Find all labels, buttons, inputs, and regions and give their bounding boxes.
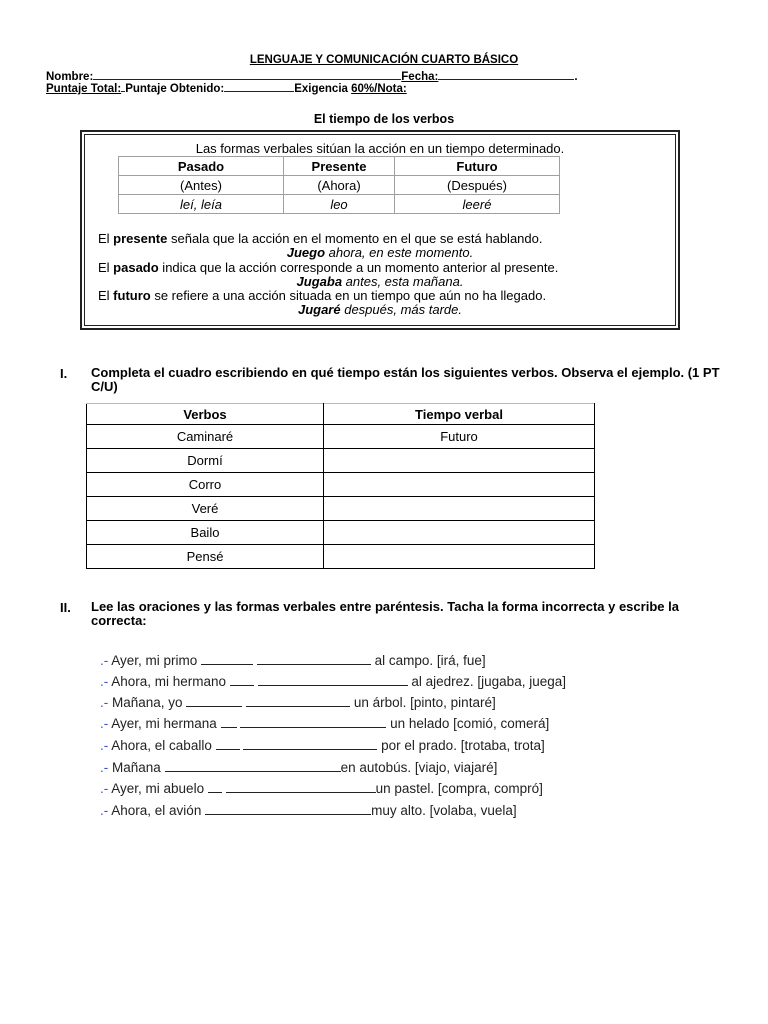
answer-blank[interactable] <box>201 652 253 665</box>
verb-row <box>87 473 595 497</box>
tense-answer-cell[interactable] <box>324 497 595 521</box>
sentence-end: un helado [comió, comerá] <box>390 716 550 731</box>
tense-answer-cell[interactable]: Futuro <box>324 425 595 449</box>
answer-blank[interactable] <box>246 694 350 707</box>
cell-despues: (Después) <box>395 176 560 195</box>
name-label: Nombre: <box>46 71 94 83</box>
answer-blank[interactable] <box>258 673 408 686</box>
tense-table-row-example <box>119 195 560 214</box>
question-1-number: I. <box>60 366 68 381</box>
header-presente: Presente <box>284 157 395 176</box>
sentence-start: Ahora, el caballo <box>111 738 212 753</box>
verb-cell: Caminaré <box>87 425 324 449</box>
cell-example-futuro: leeré <box>395 195 560 214</box>
answer-blank[interactable] <box>230 673 254 686</box>
answer-blank[interactable] <box>221 715 237 728</box>
score-line <box>46 79 407 95</box>
tense-answer-cell[interactable] <box>324 449 595 473</box>
verb-row <box>87 497 595 521</box>
cell-example-pasado: leí, leía <box>119 195 284 214</box>
presente-post: señala que la acción en el momento en el que se está hablando. <box>167 231 543 246</box>
date-end: . <box>574 71 578 83</box>
answer-blank[interactable] <box>240 715 386 728</box>
bullet: .- <box>100 803 109 818</box>
verb-table-header <box>87 404 595 425</box>
futuro-post: se refiere a una acción situada en un tiempo que aún no ha llegado. <box>150 288 547 303</box>
section-title: El tiempo de los verbos <box>313 112 455 126</box>
pasado-example-rest: antes, esta mañana. <box>342 274 464 289</box>
sentence-end: un árbol. [pinto, pintaré] <box>353 695 496 710</box>
futuro-pre: El <box>98 288 114 303</box>
info-intro: Las formas verbales sitúan la acción en un tiempo determinado. <box>195 141 565 156</box>
pasado-pre: El <box>98 260 114 275</box>
obtained-score-label: Puntaje Obtenido: <box>125 83 225 95</box>
verb-row <box>87 521 595 545</box>
cell-ahora: (Ahora) <box>284 176 395 195</box>
futuro-example-verb: Jugaré <box>297 302 341 317</box>
sentence-item <box>100 652 486 668</box>
sentence-start: Ayer, mi primo <box>111 653 198 668</box>
requirement-value: 60%/Nota: <box>351 83 407 95</box>
answer-blank[interactable] <box>165 759 341 772</box>
cell-antes: (Antes) <box>119 176 284 195</box>
tense-table-header <box>119 157 560 176</box>
tense-answer-cell[interactable] <box>324 473 595 497</box>
requirement-label: Exigencia <box>294 83 348 95</box>
presente-term: presente <box>113 231 168 246</box>
sentence-item <box>100 673 566 689</box>
sentence-item <box>100 802 517 818</box>
total-score-label: Puntaje Total: <box>46 83 122 95</box>
sentence-start: Ayer, mi hermana <box>111 716 217 731</box>
futuro-term: futuro <box>113 288 151 303</box>
answer-blank[interactable] <box>216 737 240 750</box>
sentence-item <box>100 759 497 775</box>
question-2-text: Lee las oraciones y las formas verbales entre paréntesis. Tacha la forma incorrecta y escribe la correcta: <box>91 599 679 628</box>
verb-row <box>87 449 595 473</box>
verb-cell: Veré <box>87 497 324 521</box>
answer-blank[interactable] <box>208 780 222 793</box>
sentence-end: en autobús. [viajo, viajaré] <box>340 760 498 775</box>
cell-example-presente: leo <box>284 195 395 214</box>
pasado-example <box>84 274 676 289</box>
answer-blank[interactable] <box>186 694 242 707</box>
sentence-item <box>100 694 496 710</box>
header-verbos: Verbos <box>87 404 324 425</box>
question-2-number: II. <box>60 600 71 615</box>
tense-table <box>118 156 560 214</box>
tense-answer-cell[interactable] <box>324 521 595 545</box>
verb-cell: Bailo <box>87 521 324 545</box>
answer-blank[interactable] <box>257 652 371 665</box>
bullet: .- <box>100 695 109 710</box>
obtained-score-blank[interactable] <box>224 79 294 92</box>
verb-row <box>87 545 595 569</box>
worksheet-title: LENGUAJE Y COMUNICACIÓN CUARTO BÁSICO <box>249 54 519 66</box>
bullet: .- <box>100 760 109 775</box>
verb-tense-table <box>86 403 595 569</box>
header-tiempo-verbal: Tiempo verbal <box>324 404 595 425</box>
presente-example <box>84 245 676 260</box>
header-pasado: Pasado <box>119 157 284 176</box>
tense-table-row-when <box>119 176 560 195</box>
sentence-start: Ayer, mi abuelo <box>111 781 205 796</box>
question-1-text: Completa el cuadro escribiendo en qué tiempo están los siguientes verbos. Observa el ejemplo. (1 PT C/U) <box>91 365 720 394</box>
verb-row <box>87 425 595 449</box>
verb-cell: Corro <box>87 473 324 497</box>
sentence-start: Ahora, mi hermano <box>111 674 227 689</box>
verb-cell: Pensé <box>87 545 324 569</box>
futuro-example-rest: después, más tarde. <box>340 302 463 317</box>
sentence-end: muy alto. [volaba, vuela] <box>371 803 517 818</box>
futuro-example <box>84 302 676 317</box>
sentence-start: Ahora, el avión <box>111 803 202 818</box>
presente-example-rest: ahora, en este momento. <box>325 245 474 260</box>
date-blank[interactable] <box>438 67 574 80</box>
bullet: .- <box>100 781 109 796</box>
answer-blank[interactable] <box>347 802 371 815</box>
bullet: .- <box>100 653 109 668</box>
answer-blank[interactable] <box>205 802 347 815</box>
sentence-item <box>100 780 543 796</box>
presente-example-verb: Juego <box>286 245 326 260</box>
sentence-end: al ajedrez. [jugaba, juega] <box>411 674 566 689</box>
bullet: .- <box>100 716 109 731</box>
answer-blank[interactable] <box>243 737 377 750</box>
date-label: Fecha: <box>401 71 439 83</box>
bullet: .- <box>100 674 109 689</box>
sentence-start: Mañana, yo <box>112 695 183 710</box>
pasado-post: indica que la acción corresponde a un momento anterior al presente. <box>158 260 559 275</box>
sentence-item <box>100 715 549 731</box>
pasado-example-verb: Jugaba <box>296 274 343 289</box>
sentence-start: Mañana <box>112 760 161 775</box>
presente-explanation <box>98 231 542 246</box>
answer-blank[interactable] <box>226 780 376 793</box>
sentence-end: al campo. [irá, fue] <box>374 653 486 668</box>
pasado-term: pasado <box>113 260 159 275</box>
header-futuro: Futuro <box>395 157 560 176</box>
sentence-end: por el prado. [trotaba, trota] <box>381 738 545 753</box>
presente-pre: El <box>98 231 114 246</box>
bullet: .- <box>100 738 109 753</box>
tense-answer-cell[interactable] <box>324 545 595 569</box>
sentence-item <box>100 737 545 753</box>
pasado-explanation <box>98 260 558 275</box>
futuro-explanation <box>98 288 546 303</box>
verb-cell: Dormí <box>87 449 324 473</box>
sentence-end: un pastel. [compra, compró] <box>375 781 543 796</box>
